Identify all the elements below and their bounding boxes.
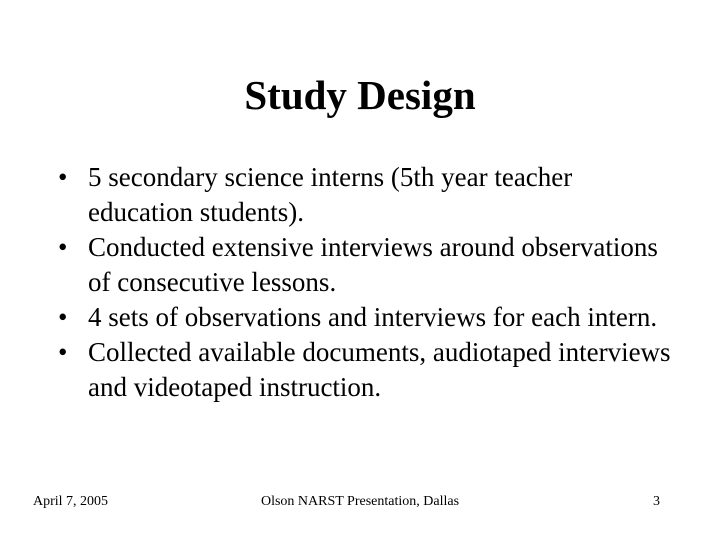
slide-title: Study Design (244, 72, 476, 118)
bullet-icon: • (58, 302, 68, 332)
bullet-text: Collected available documents, audiotaped interviews and videotaped instruction. (88, 337, 671, 402)
bullet-icon: • (58, 232, 68, 262)
bullet-list (58, 160, 678, 405)
bullet-text: Conducted extensive interviews around observations of consecutive lessons. (88, 232, 658, 297)
bullet-text: 4 sets of observations and interviews for each intern. (88, 302, 658, 332)
bullet-text: 5 secondary science interns (5th year teacher education students). (88, 162, 573, 227)
bullet-item (58, 335, 678, 405)
bullet-item (58, 160, 678, 230)
footer-page-number: 3 (653, 494, 660, 509)
footer-date: April 7, 2005 (33, 494, 109, 509)
bullet-item (58, 300, 678, 335)
footer-presentation-title: Olson NARST Presentation, Dallas (260, 494, 460, 509)
bullet-icon: • (58, 337, 68, 367)
bullet-icon: • (58, 162, 68, 192)
bullet-item (58, 230, 678, 300)
